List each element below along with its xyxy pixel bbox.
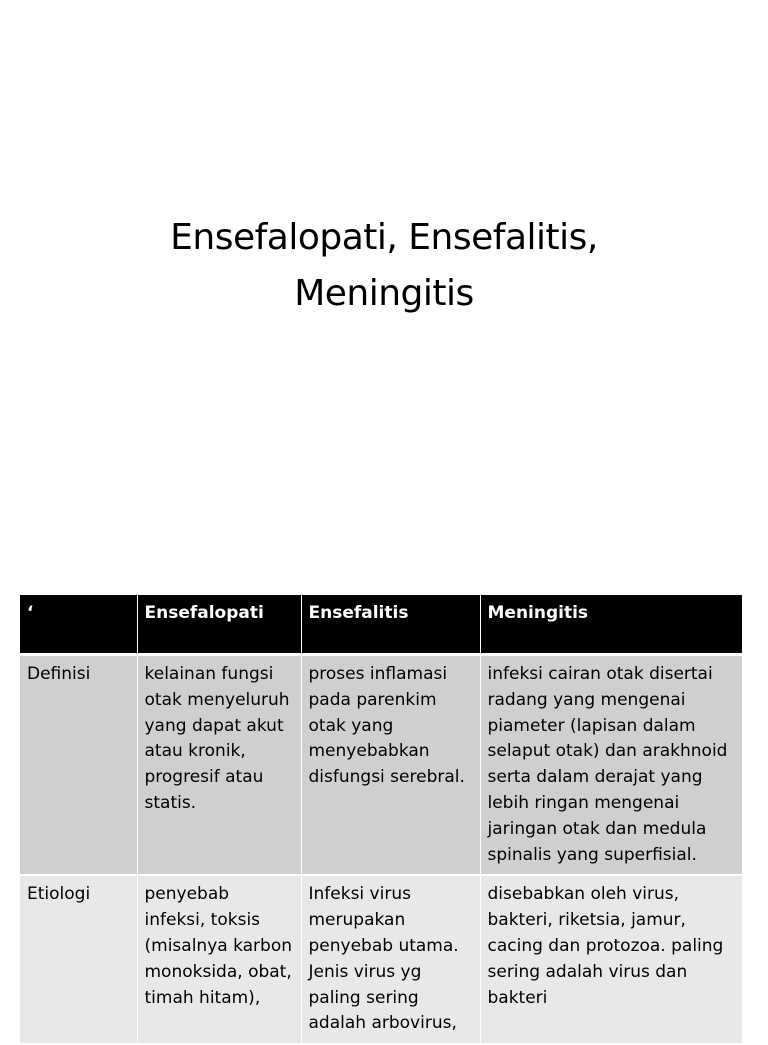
header-ensefalopati: Ensefalopati bbox=[137, 595, 301, 655]
slide-title-line-1: Ensefalopati, Ensefalitis, bbox=[170, 217, 598, 259]
slide-title-line-2: Meningitis bbox=[294, 273, 474, 315]
cell-etiologi-ensefalopati: penyebab infeksi, toksis (misalnya karbon monoksida, obat, timah hitam), bbox=[137, 875, 301, 1044]
cell-definisi-meningitis: infeksi cairan otak disertai radang yang mengenai piameter (lapisan dalam selaput otak) dan arakhnoid serta dalam derajat yang lebih ringan mengenai jaringan otak dan medula spinalis yang superfisial. bbox=[480, 655, 742, 876]
cell-definisi-ensefalitis: proses inflamasi pada parenkim otak yang menyebabkan disfungsi serebral. bbox=[301, 655, 480, 876]
header-ensefalitis: Ensefalitis bbox=[301, 595, 480, 655]
table-row-definisi bbox=[20, 655, 742, 876]
table-header-row bbox=[20, 595, 742, 655]
comparison-table bbox=[20, 595, 742, 1045]
cell-definisi-ensefalopati: kelainan fungsi otak menyeluruh yang dapat akut atau kronik, progresif atau statis. bbox=[137, 655, 301, 876]
header-meningitis: Meningitis bbox=[480, 595, 742, 655]
cell-etiologi-ensefalitis: Infeksi virus merupakan penyebab utama. Jenis virus yg paling sering adalah arbovirus, bbox=[301, 875, 480, 1044]
row-label-etiologi: Etiologi bbox=[20, 875, 137, 1044]
row-label-definisi: Definisi bbox=[20, 655, 137, 876]
cell-etiologi-meningitis: disebabkan oleh virus, bakteri, riketsia, jamur, cacing dan protozoa. paling sering adalah virus dan bakteri bbox=[480, 875, 742, 1044]
table-row-etiologi bbox=[20, 875, 742, 1044]
slide-title bbox=[0, 210, 768, 322]
header-corner: ‘ bbox=[20, 595, 137, 655]
